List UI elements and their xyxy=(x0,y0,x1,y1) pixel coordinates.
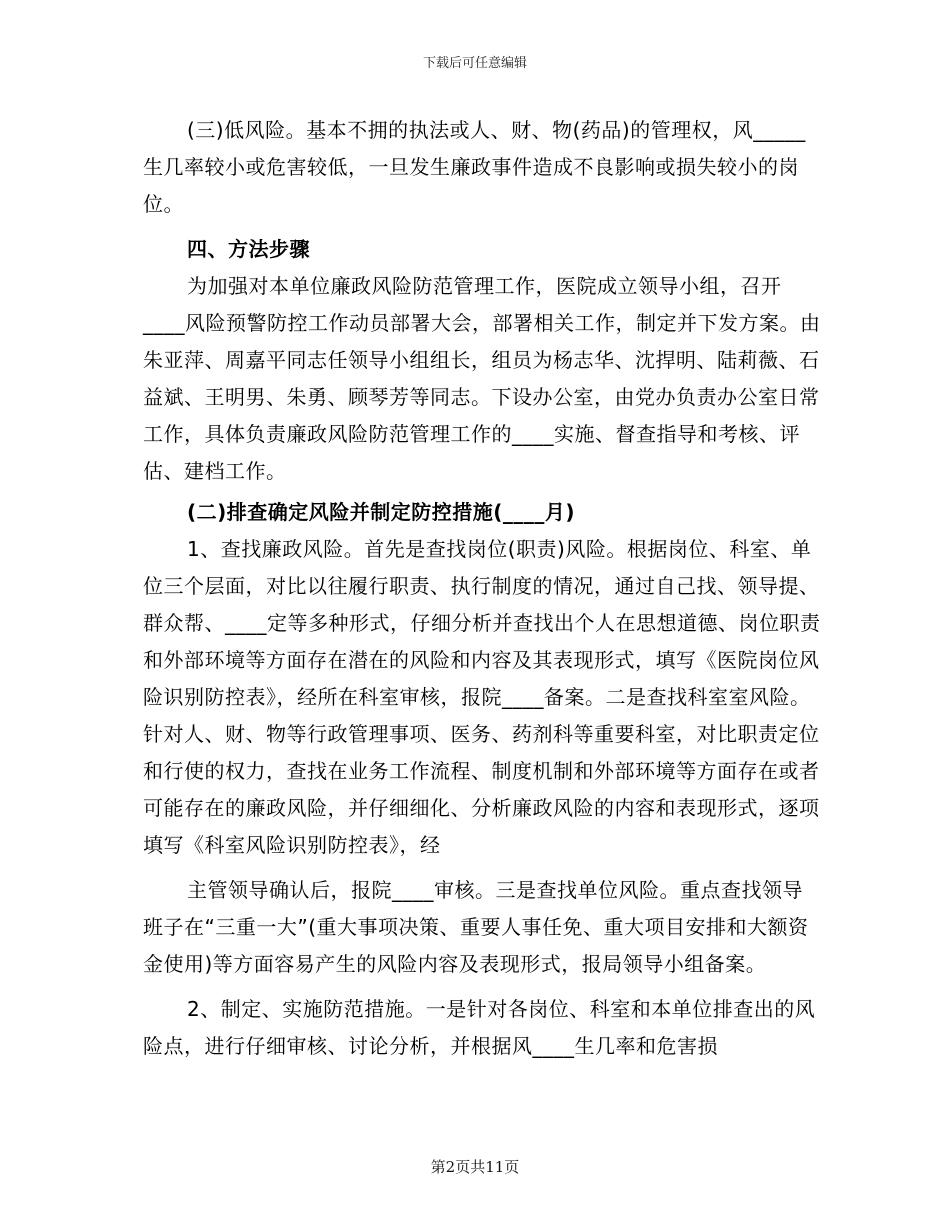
section-heading-risk-investigation: (二)排查确定风险并制定防控措施(____月) xyxy=(187,500,576,524)
section-heading-method-steps: 四、方法步骤 xyxy=(187,237,310,261)
paragraph-prevention-measures: 2、制定、实施防范措施。一是针对各岗位、科室和本单位排查出的风险点，进行仔细审核、讨论分析，并根据风____生几率和危害损 xyxy=(143,997,816,1058)
page-header: 下载后可任意编辑 xyxy=(422,56,527,71)
paragraph-leadership-group: 为加强对本单位廉政风险防范管理工作，医院成立领导小组，召开____风险预警防控工作动员部署大会，部署相关工作，制定并下发方案。由朱亚萍、周嘉平同志任领导小组组长，组员为杨志华、沈捍明、陆莉薇、石益斌、王明男、朱勇、顾琴芳等同志。下设办公室，由党办负责办公室日常工作，具体负责廉政风险防范管理工作的____实施、督查指导和考核、评估、建档工作。 xyxy=(143,274,821,483)
page-footer: 第2页共11页 xyxy=(430,1158,520,1176)
document-body xyxy=(143,112,823,1065)
paragraph-find-risks: 1、查找廉政风险。首先是查找岗位(职责)风险。根据岗位、科室、单位三个层面，对比以往履行职责、执行制度的情况，通过自己找、领导提、群众帮、____定等多种形式，仔细分析并查找出个人在思想道德、岗位职责和外部环境等方面存在潜在的风险和内容及其表现形式，填写《医院岗位风险识别防控表》，经所在科室审核，报院____备案。二是查找科室室风险。针对人、财、物等行政管理事项、医务、药剂科等重要科室，对比职责定位和行使的权力，查找在业务工作流程、制度机制和外部环境等方面存在或者可能存在的廉政风险，并仔细细化、分析廉政风险的内容和表现形式，逐项填写《科室风险识别防控表》，经 xyxy=(143,537,821,857)
paragraph-low-risk: (三)低风险。基本不拥的执法或人、财、物(药品)的管理权，风_____生几率较小或危害较低，一旦发生廉政事件造成不良影响或损失较小的岗位。 xyxy=(143,118,806,216)
paragraph-unit-risk: 主管领导确认后，报院____审核。三是查找单位风险。重点查找领导班子在“三重一大”(重大事项决策、重要人事任免、重大项目安排和大额资金使用)等方面容易产生的风险内容及表现形式，报局领导小组备案。 xyxy=(143,878,809,976)
